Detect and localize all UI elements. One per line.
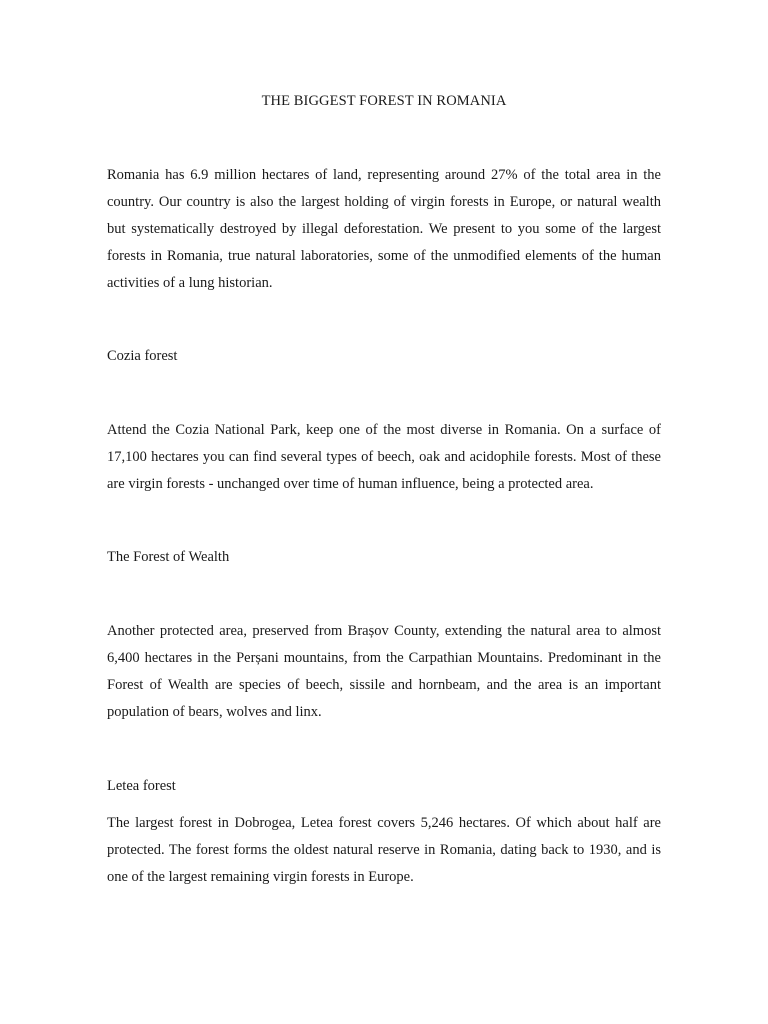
intro-paragraph: Romania has 6.9 million hectares of land, representing around 27% of the total area in the country. Our country is also the largest holding of virgin forests in Europe, or natural wealth but systematically destroyed by illegal deforestation. We present to you some of the largest forests in Romania, true natural laboratories, some of the unmodified elements of the human activities of a lung historian.	[107, 167, 661, 291]
section-paragraph-cozia: Attend the Cozia National Park, keep one of the most diverse in Romania. On a surface of 17,100 hectares you can find several types of beech, oak and acidophile forests. Most of these are virgin forests - unchanged over time of human influence, being a protected area.	[107, 422, 661, 492]
section-heading-wealth: The Forest of Wealth	[107, 549, 230, 565]
section-paragraph-wealth: Another protected area, preserved from Brașov County, extending the natural area to almost 6,400 hectares in the Perșani mountains, from the Carpathian Mountains. Predominant in the Forest of Wealth are species of beech, sissile and hornbeam, and the area is an important population of bears, wolves and linx.	[107, 623, 661, 720]
section-heading-letea: Letea forest	[107, 778, 176, 794]
section-paragraph-letea: The largest forest in Dobrogea, Letea forest covers 5,246 hectares. Of which about half are protected. The forest forms the oldest natural reserve in Romania, dating back to 1930, and is one of the largest remaining virgin forests in Europe.	[107, 815, 661, 885]
document-title: THE BIGGEST FOREST IN ROMANIA	[261, 93, 507, 109]
section-heading-cozia: Cozia forest	[107, 348, 178, 364]
